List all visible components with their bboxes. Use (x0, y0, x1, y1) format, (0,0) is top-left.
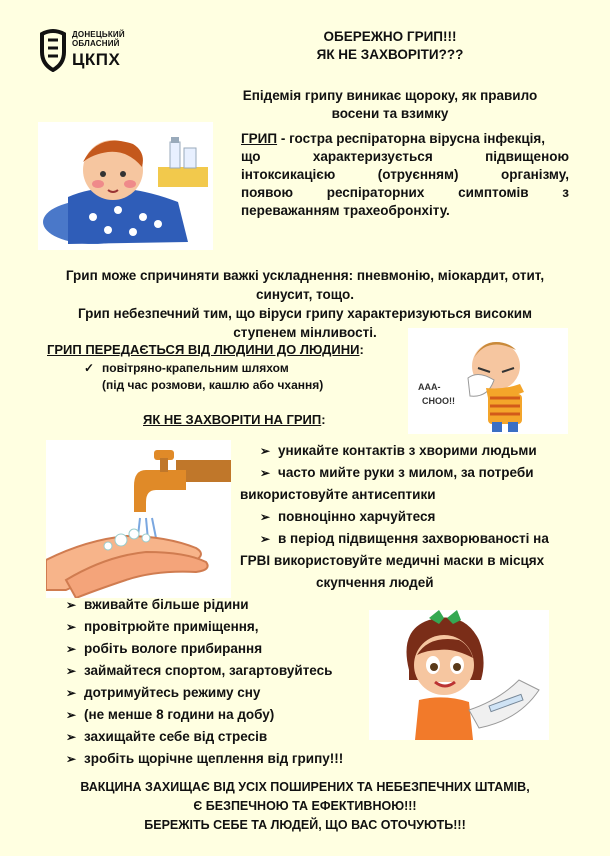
list-item: ✓ повітряно-крапельним шляхом (84, 361, 289, 375)
list-item: ➢ робіть вологе прибирання (66, 638, 366, 660)
list-item: ➢ зробіть щорічне щеплення від грипу!!! (66, 748, 366, 770)
list-item: ➢ часто мийте руки з милом, за потреби (240, 462, 570, 484)
list-item: ➢ захищайте себе від стресів (66, 726, 366, 748)
arrow-bullet-icon: ➢ (260, 444, 271, 458)
prevention-heading-text: ЯК НЕ ЗАХВОРІТИ НА ГРИП (143, 412, 322, 427)
arrow-bullet-icon: ➢ (66, 752, 77, 766)
flu-definition (241, 130, 569, 220)
arrow-bullet-icon: ➢ (66, 686, 77, 700)
list-item: ➢ повноцінно харчуйтеся (240, 506, 570, 528)
arrow-bullet-icon: ➢ (260, 510, 271, 524)
definition-line: що характеризується підвищеною (241, 149, 569, 164)
transmission-heading (47, 341, 364, 359)
list-item: використовуйте антисептики (240, 487, 436, 502)
definition-line: переважанням трахеобронхіту. (241, 203, 450, 218)
checkmark-icon: ✓ (84, 361, 95, 375)
footer-line3: БЕРЕЖІТЬ СЕБЕ ТА ЛЮДЕЙ, ЩО ВАС ОТОЧУЮТЬ!!! (144, 818, 466, 832)
definition-term: ГРИП (241, 131, 278, 146)
prevention-heading (143, 411, 326, 429)
arrow-bullet-icon: ➢ (66, 642, 77, 656)
definition-line: - гостра респіраторна вірусна інфекція, (280, 131, 546, 146)
complications-line1: Грип може спричиняти важкі ускладнення: пневмонію, міокардит, отит, (65, 268, 545, 283)
arrow-bullet-icon: ➢ (66, 620, 77, 634)
sneezing-child-illustration (408, 328, 568, 434)
list-item: ➢ в період підвищення захворюваності на (240, 528, 570, 550)
arrow-bullet-icon: ➢ (66, 598, 77, 612)
sneeze-text-line1: ААА- (418, 382, 441, 392)
list-item: ➢ (не менше 8 години на добу) (66, 704, 366, 726)
prevention-list-left (66, 594, 366, 770)
definition-line: появою респіраторних симптомів з (241, 185, 569, 200)
list-item: (під час розмови, кашлю або чхання) (102, 378, 324, 392)
complications-line2: синусит, тощо. (256, 287, 354, 302)
list-item: ➢ вживайте більше рідини (66, 594, 366, 616)
transmission-list (84, 360, 323, 394)
footer-line2: Є БЕЗПЕЧНОЮ ТА ЕФЕКТИВНОЮ!!! (193, 799, 417, 813)
prevention-list-right (240, 440, 570, 594)
sick-child-illustration (38, 122, 213, 250)
title-line2: ЯК НЕ ЗАХВОРІТИ??? (316, 47, 464, 62)
transmission-heading-text: ГРИП ПЕРЕДАЄТЬСЯ ВІД ЛЮДИНИ ДО ЛЮДИНИ (47, 342, 360, 357)
logo (38, 28, 158, 76)
complications-line3: Грип небезпечний тим, що віруси грипу характеризуються високим (77, 306, 533, 321)
arrow-bullet-icon: ➢ (260, 532, 271, 546)
list-item: ➢ дотримуйтесь режиму сну (66, 682, 366, 704)
arrow-bullet-icon: ➢ (66, 708, 77, 722)
title-line1: ОБЕРЕЖНО ГРИП!!! (323, 29, 457, 44)
vaccination-illustration (369, 610, 549, 740)
list-item: ➢ провітрюйте приміщення, (66, 616, 366, 638)
list-item: ➢ уникайте контактів з хворими людьми (240, 440, 570, 462)
arrow-bullet-icon: ➢ (260, 466, 271, 480)
logo-line1: ДОНЕЦЬКИЙ (72, 30, 125, 39)
sneeze-text-line2: CHOO!! (422, 396, 455, 406)
prevention-colon: : (321, 412, 326, 427)
complications-line4: ступенем мінливості. (233, 325, 377, 340)
logo-line2: ОБЛАСНИЙ (72, 39, 120, 48)
page-title (270, 28, 510, 64)
intro-line2: восени та взимку (331, 106, 449, 121)
definition-line: інтоксикацією (отруєнням) організму, (241, 167, 569, 182)
list-item: ➢ займайтеся спортом, загартовуйтесь (66, 660, 366, 682)
footer-line1: ВАКЦИНА ЗАХИЩАЄ ВІД УСІХ ПОШИРЕНИХ ТА НЕБЕЗПЕЧНИХ ШТАМІВ, (80, 780, 530, 794)
arrow-bullet-icon: ➢ (66, 664, 77, 678)
list-item: ГРВІ використовуйте медичні маски в місцях (240, 553, 545, 568)
arrow-bullet-icon: ➢ (66, 730, 77, 744)
footer-message (40, 778, 570, 835)
list-item: скупчення людей (316, 575, 434, 590)
intro-line1: Епідемія грипу виникає щороку, як правило (242, 88, 538, 103)
transmission-colon: : (359, 342, 364, 357)
intro-text (225, 87, 555, 123)
logo-emblem-icon (38, 28, 68, 72)
handwashing-illustration (46, 440, 231, 598)
logo-abbr: ЦКПХ (72, 50, 121, 69)
